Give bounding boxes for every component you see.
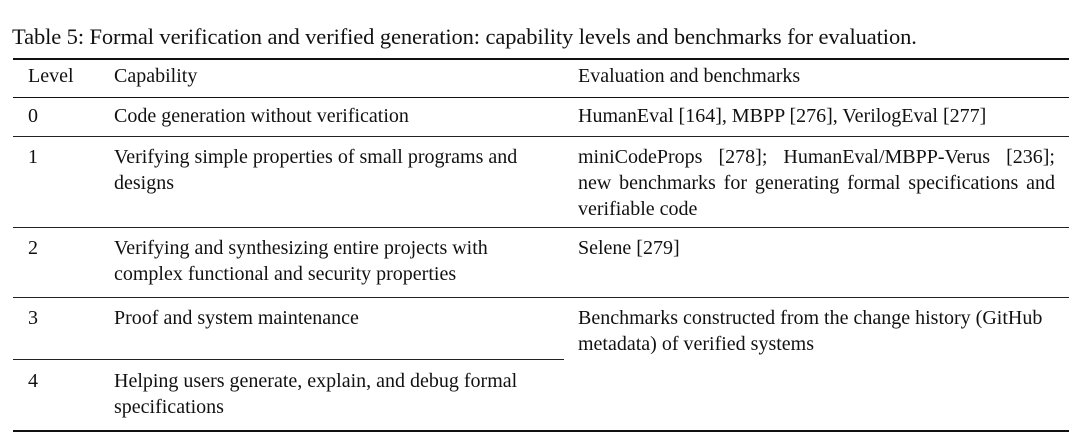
cell-evaluation: HumanEval [164], MBPP [276], VerilogEval [277] <box>578 105 987 127</box>
header-capability: Capability <box>114 65 198 87</box>
header-level: Level <box>28 65 74 87</box>
table-header-row <box>13 59 1069 98</box>
capability-table <box>13 58 1069 432</box>
cell-evaluation: miniCodeProps [278]; HumanEval/MBPP-Verus [236]; new benchmarks for generating formal specifications and verifiable code <box>564 137 1069 228</box>
cell-capability: Verifying simple properties of small programs and designs <box>101 137 564 228</box>
cell-level: 1 <box>13 137 101 228</box>
table-caption: Table 5: Formal verification and verified generation: capability levels and benchmarks for evaluation. <box>12 24 917 49</box>
header-evaluation: Evaluation and benchmarks <box>578 65 801 87</box>
cell-level: 0 <box>28 105 38 127</box>
table-row <box>13 137 1069 228</box>
table-row <box>13 98 1069 137</box>
cell-level: 3 <box>13 298 101 360</box>
cell-evaluation-merged: Benchmarks constructed from the change history (GitHub metadata) of verified systems <box>564 298 1069 432</box>
capability-table-container <box>13 58 1069 432</box>
cell-level: 4 <box>13 360 101 432</box>
cell-level: 2 <box>13 228 101 298</box>
table-row <box>13 298 1069 360</box>
cell-capability: Verifying and synthesizing entire projects with complex functional and security properties <box>101 228 564 298</box>
cell-capability: Code generation without verification <box>114 105 409 127</box>
cell-capability: Proof and system maintenance <box>101 298 564 360</box>
table-row <box>13 228 1069 298</box>
cell-capability: Helping users generate, explain, and debug formal specifications <box>101 360 564 432</box>
cell-evaluation: Selene [279] <box>564 228 1069 298</box>
